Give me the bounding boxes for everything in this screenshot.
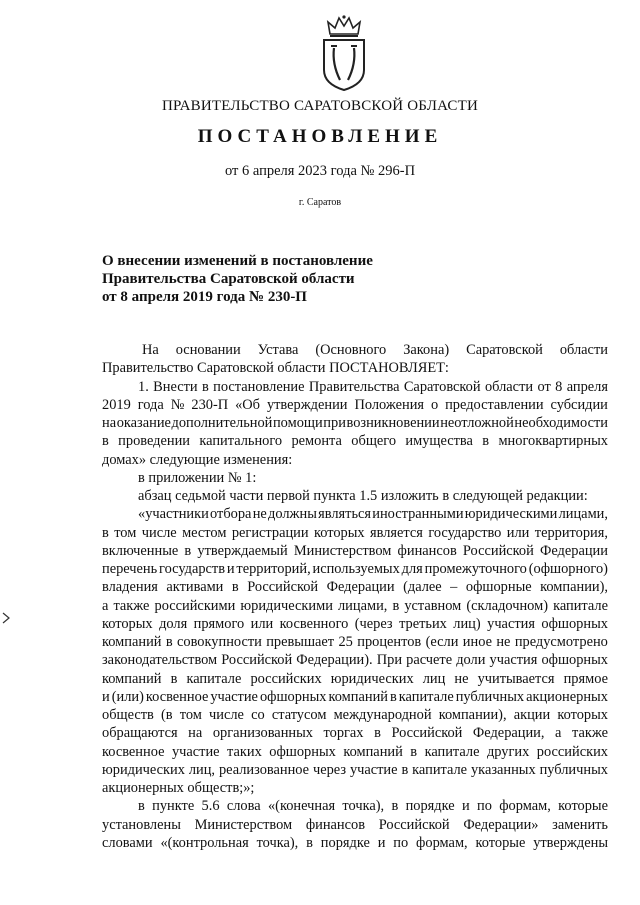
body-line xyxy=(102,341,608,359)
body-word: таких xyxy=(227,743,262,760)
body-word: или xyxy=(506,524,530,541)
body-word: Министерством xyxy=(293,542,392,559)
body-word: предоставлении xyxy=(445,396,544,413)
body-word: том xyxy=(114,524,137,541)
body-word: законодательством xyxy=(102,652,218,669)
body-word: капитале xyxy=(398,688,454,705)
body-word: российских xyxy=(250,670,322,687)
body-word: указанных xyxy=(470,761,536,778)
body-word: неотложной xyxy=(440,415,514,431)
body-word: лицами, xyxy=(338,597,388,614)
body-word: а xyxy=(555,725,562,742)
body-word: государств xyxy=(159,561,226,577)
body-word: (через xyxy=(354,615,393,632)
body-word: области xyxy=(484,378,534,395)
body-word: публичных xyxy=(455,688,525,705)
body-word: числе xyxy=(209,707,244,723)
body-line xyxy=(102,524,608,542)
body-word: (складочном) xyxy=(466,597,548,614)
body-word: На xyxy=(142,342,159,358)
body-line: акционерных обществ;»; xyxy=(102,780,255,796)
body-word: расчете xyxy=(406,652,453,669)
body-word: является xyxy=(370,524,423,541)
body-word: в xyxy=(389,688,397,705)
body-word: в xyxy=(201,378,209,395)
body-line xyxy=(102,834,608,852)
body-word: учитывается xyxy=(477,670,555,687)
body-line xyxy=(102,560,608,578)
body-word: российскими xyxy=(154,597,236,614)
body-word: не xyxy=(252,506,267,523)
body-word: в xyxy=(306,834,313,851)
body-word: доля xyxy=(159,615,188,632)
body-word: постановление xyxy=(213,378,305,395)
body-word: отбора xyxy=(210,506,252,523)
body-word: акционерных xyxy=(526,688,608,705)
body-word: совокупности xyxy=(177,634,262,650)
title-line: О внесении изменений в постановление xyxy=(102,253,373,269)
body-word: лиц xyxy=(422,670,446,687)
body-word: компании), xyxy=(540,579,608,596)
body-word: и xyxy=(377,834,386,851)
body-word: доли xyxy=(456,652,486,669)
body-word: оказание xyxy=(116,415,171,431)
body-word: заменить xyxy=(552,816,608,833)
body-word: которых xyxy=(102,615,153,632)
body-word: активами xyxy=(166,579,224,596)
body-word: Положения xyxy=(354,396,425,413)
body-word: в xyxy=(170,670,178,687)
body-word: обращаются xyxy=(102,725,178,742)
body-word: юридическими xyxy=(464,506,558,523)
body-word: используемых xyxy=(312,561,400,577)
body-word: 8 xyxy=(555,378,563,395)
body-word: общего xyxy=(351,433,397,450)
body-word: Правительства xyxy=(308,378,400,395)
body-word: косвенное xyxy=(145,688,209,705)
body-word: юридических xyxy=(330,670,414,687)
body-word: субсидии xyxy=(550,396,608,413)
body-word: апреля xyxy=(566,378,608,395)
body-word: необходимости xyxy=(514,415,608,431)
body-line xyxy=(102,378,608,396)
body-word: косвенного xyxy=(279,615,349,632)
body-word: возникновении xyxy=(346,415,440,431)
body-line xyxy=(102,816,608,834)
body-line: Правительство Саратовской области ПОСТАНОВЛЯЕТ: xyxy=(102,360,449,377)
body-line xyxy=(102,670,608,688)
body-word: Российской xyxy=(378,816,450,833)
body-word: участие xyxy=(210,688,258,705)
body-word: финансов xyxy=(305,816,366,833)
body-word: офшорных xyxy=(259,688,327,705)
body-word: по xyxy=(477,798,492,815)
organization-name: ПРАВИТЕЛЬСТВО САРАТОВСКОЙ ОБЛАСТИ xyxy=(161,98,479,114)
body-word: других xyxy=(486,743,530,760)
body-word: не xyxy=(496,634,511,650)
body-line xyxy=(102,396,608,414)
body-word: компаний xyxy=(102,670,162,687)
body-line: абзац седьмой части первой пункта 1.5 изложить в следующей редакции: xyxy=(138,488,588,504)
body-word: офшорных xyxy=(541,652,608,669)
body-word: лиц) xyxy=(453,615,481,632)
body-word: не xyxy=(454,670,469,687)
body-word: помощи xyxy=(272,415,323,431)
body-word: области xyxy=(559,342,608,358)
body-word: компании), xyxy=(438,707,507,723)
body-word: порядке xyxy=(405,798,455,815)
body-word: обществ xyxy=(102,707,154,723)
body-word: утверждены xyxy=(533,834,608,851)
body-word: дополнительной xyxy=(171,415,273,431)
body-word: утверждении xyxy=(266,396,348,413)
coat-of-arms-icon xyxy=(318,14,370,92)
body-word: а xyxy=(102,597,109,614)
body-word: являться xyxy=(318,506,372,523)
body-line: в приложении № 1: xyxy=(138,469,257,486)
body-word: 1. xyxy=(138,378,149,395)
body-word: офшорных xyxy=(541,615,608,632)
body-word: регистрации xyxy=(231,524,309,541)
body-word: финансов xyxy=(397,542,457,559)
body-word: которых xyxy=(313,524,365,541)
body-word: «(конечная xyxy=(267,798,336,815)
body-word: косвенное xyxy=(102,743,165,760)
body-word: (далее xyxy=(403,579,442,596)
body-word: в xyxy=(391,798,399,815)
body-word: и xyxy=(102,688,110,705)
body-word: в xyxy=(392,597,400,614)
body-word: или xyxy=(250,615,274,632)
body-line xyxy=(102,743,608,761)
body-word: на xyxy=(102,415,117,431)
title-line: Правительства Саратовской области xyxy=(102,271,355,287)
body-word: уставном xyxy=(404,597,462,614)
body-word: «участники xyxy=(138,506,209,523)
body-word: международной xyxy=(333,707,432,723)
body-line xyxy=(102,688,608,706)
body-word: в xyxy=(138,798,145,815)
body-line xyxy=(102,761,608,779)
body-word: проведении xyxy=(118,433,190,450)
body-word: ремонта xyxy=(291,433,342,450)
body-word: статусом xyxy=(271,707,327,723)
body-word: основании xyxy=(175,342,241,358)
body-word: организованных xyxy=(212,725,313,742)
body-word: 5.6 xyxy=(201,798,220,815)
body-line xyxy=(102,505,608,523)
body-word: имущества xyxy=(405,433,473,450)
body-word: превышает xyxy=(266,634,335,650)
body-word: участие xyxy=(349,761,398,778)
body-word: (офшорного) xyxy=(528,561,608,577)
body-word: 25 xyxy=(338,634,353,650)
body-word: 2019 xyxy=(102,396,131,413)
body-word: установлены xyxy=(102,816,181,833)
body-word: словами xyxy=(102,834,153,851)
body-word: Федерации, xyxy=(472,725,545,742)
body-word: в xyxy=(410,743,418,760)
body-word: Российской xyxy=(247,579,319,596)
body-word: Устава xyxy=(257,342,299,358)
body-word: в xyxy=(102,524,109,541)
body-word: капитале xyxy=(186,670,242,687)
body-word: пункте xyxy=(152,798,195,815)
body-word: владения xyxy=(102,579,158,596)
body-word: промежуточного xyxy=(424,561,527,577)
body-word: Закона) xyxy=(403,342,450,358)
body-word: Российской xyxy=(391,725,463,742)
body-word: Федерации). xyxy=(296,652,373,669)
body-word: участие xyxy=(171,743,220,760)
body-word: Внести xyxy=(153,378,198,395)
body-word: (в xyxy=(160,707,173,723)
body-word: в xyxy=(184,542,192,559)
body-word: включенные xyxy=(102,542,179,559)
body-word: слова xyxy=(226,798,261,815)
body-word: также xyxy=(572,725,608,742)
body-line xyxy=(102,651,608,669)
body-word: о xyxy=(430,396,439,413)
body-word: прямое xyxy=(563,670,608,687)
body-word: государство xyxy=(428,524,502,541)
document-date-number: от 6 апреля 2023 года № 296-П xyxy=(224,163,416,179)
document-title xyxy=(102,252,432,306)
body-word: территория, xyxy=(534,524,608,541)
body-word: многоквартирных xyxy=(498,433,608,450)
body-word: торгах xyxy=(323,725,364,742)
document-type: ПОСТАНОВЛЕНИЕ xyxy=(197,126,443,147)
margin-mark-icon xyxy=(2,612,10,624)
body-word: том xyxy=(179,707,202,723)
body-word: Федерации xyxy=(326,579,395,596)
body-word: юридических xyxy=(102,761,185,778)
body-word: точка), xyxy=(342,798,385,815)
body-word: в xyxy=(482,433,490,450)
body-word: местом xyxy=(182,524,227,541)
body-word: – xyxy=(450,579,458,596)
body-line xyxy=(102,578,608,596)
body-word: капитального xyxy=(199,433,283,450)
body-word: публичных xyxy=(539,761,608,778)
body-line xyxy=(102,597,608,615)
body-word: прямого xyxy=(193,615,245,632)
body-word: Российской xyxy=(221,652,293,669)
body-word: лиц, xyxy=(188,761,216,778)
body-word: компаний xyxy=(102,634,162,650)
body-line xyxy=(102,724,608,742)
body-word: российских xyxy=(536,743,608,760)
document-body xyxy=(102,341,608,852)
body-word: и xyxy=(226,561,235,577)
body-word: точка), xyxy=(256,834,299,851)
body-word: в xyxy=(401,761,409,778)
body-word: (если xyxy=(425,634,459,650)
body-word: Российской xyxy=(462,542,534,559)
body-word: процентов xyxy=(357,634,422,650)
body-word: капитале xyxy=(553,597,608,614)
body-word: Саратовской xyxy=(466,342,543,358)
body-word: порядке xyxy=(320,834,370,851)
body-word: участия xyxy=(489,652,538,669)
body-word: при xyxy=(323,415,346,431)
body-word: предусмотрено xyxy=(514,634,608,650)
body-word: от xyxy=(537,378,551,395)
body-word: которых xyxy=(557,707,608,723)
body-word: через xyxy=(312,761,347,778)
body-line xyxy=(102,633,608,651)
body-word: юридическими xyxy=(240,597,333,614)
body-word: Саратовской xyxy=(403,378,481,395)
body-word: со xyxy=(251,707,265,723)
body-word: в xyxy=(231,579,239,596)
body-word: лицами, xyxy=(558,506,608,523)
body-word: «(контрольная xyxy=(160,834,249,851)
body-line xyxy=(102,542,608,560)
body-word: в xyxy=(165,634,173,650)
body-word: Федерации» xyxy=(463,816,539,833)
body-word: Федерации xyxy=(539,542,608,559)
body-word: иное xyxy=(462,634,492,650)
body-word: капитале xyxy=(424,743,480,760)
body-word: реализованное xyxy=(218,761,310,778)
body-word: территорий, xyxy=(236,561,311,577)
body-word: (или) xyxy=(111,688,144,705)
body-line xyxy=(102,414,608,432)
body-word: капитале xyxy=(412,761,468,778)
body-word: которые xyxy=(475,834,526,851)
body-word: формам, xyxy=(416,834,468,851)
body-line xyxy=(102,706,608,724)
body-word: формам, xyxy=(499,798,551,815)
body-word: утверждаемый xyxy=(197,542,288,559)
title-line: от 8 апреля 2019 года № 230-П xyxy=(102,289,307,305)
body-word: 230-П xyxy=(191,396,229,413)
body-line: домах» следующие изменения: xyxy=(102,451,293,468)
body-word: на xyxy=(188,725,203,742)
body-word: компаний xyxy=(328,688,388,705)
body-word: должны xyxy=(268,506,317,523)
body-word: по xyxy=(393,834,409,851)
body-word: компаний xyxy=(343,743,403,760)
body-word: числе xyxy=(141,524,177,541)
body-word: акции xyxy=(513,707,551,723)
document-city: г. Саратов xyxy=(298,197,342,208)
body-word: и xyxy=(461,798,470,815)
body-word: При xyxy=(376,652,403,669)
body-line xyxy=(102,615,608,633)
body-word: которые xyxy=(558,798,608,815)
body-word: также xyxy=(113,597,150,614)
body-word: участия xyxy=(487,615,535,632)
body-word: иностранными xyxy=(372,506,464,523)
body-word: «Об xyxy=(235,396,261,413)
body-word: (Основного xyxy=(315,342,387,358)
body-word: офшорных xyxy=(269,743,336,760)
body-line xyxy=(102,797,608,815)
body-line xyxy=(102,432,608,450)
body-word: № xyxy=(170,396,185,413)
body-word: третьих xyxy=(399,615,447,632)
body-word: года xyxy=(137,396,164,413)
body-word: для xyxy=(401,561,423,577)
body-word: в xyxy=(374,725,381,742)
body-word: Министерством xyxy=(194,816,293,833)
body-word: офшорные xyxy=(465,579,532,596)
body-word: в xyxy=(102,433,109,450)
body-word: перечень xyxy=(102,561,158,577)
